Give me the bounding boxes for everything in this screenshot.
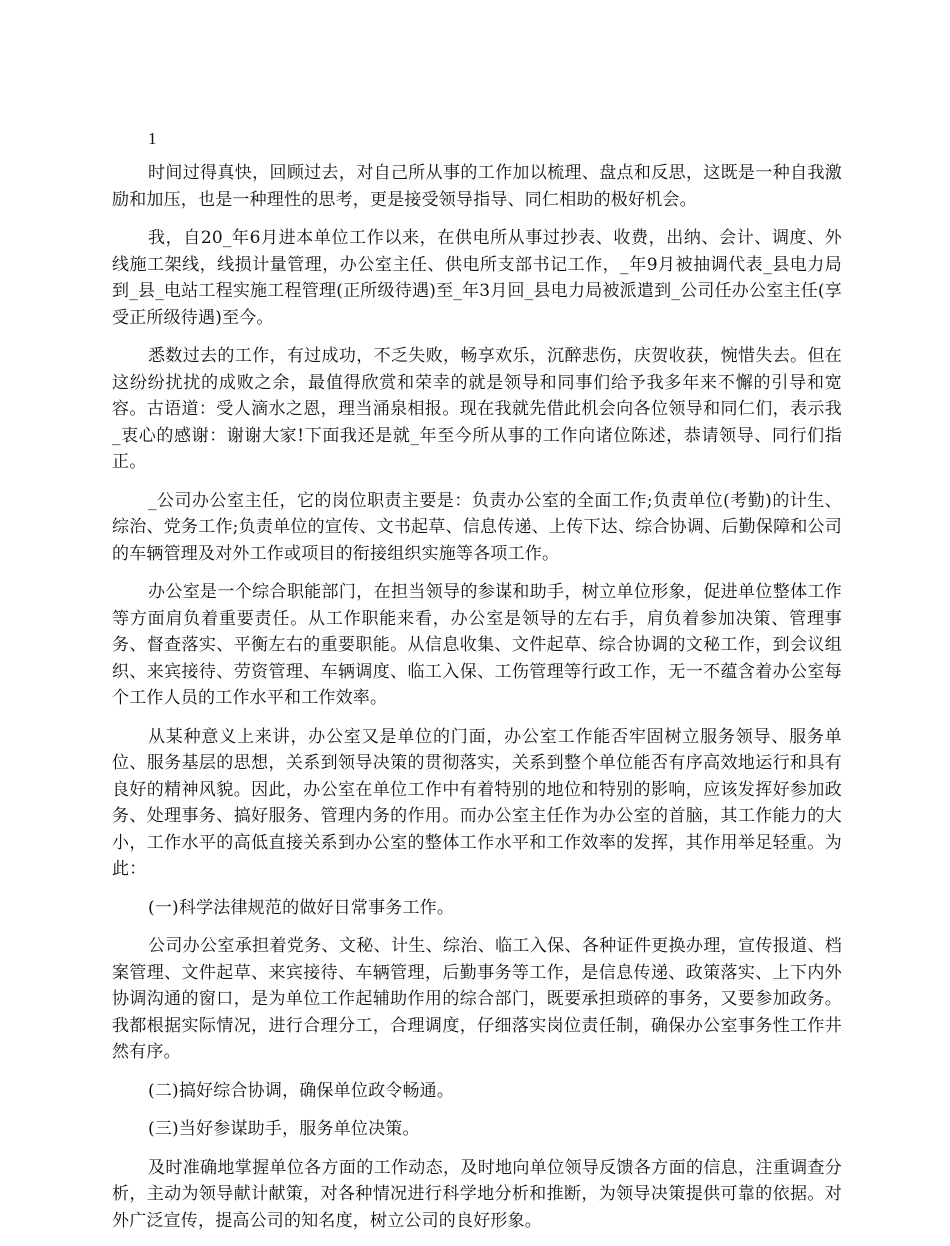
paragraph-office-importance: 从某种意义上来讲，办公室又是单位的门面，办公室工作能否牢固树立服务领导、服务单位、服务基层的思想，关系到领导决策的贯彻落实，关系到整个单位能否有序高效地运行和具有良好的精神风貌。因此，办公室在单位工作中有着特别的地位和特别的影响，应该发挥好参加政务、处理事务、搞好服务、管理内务的作用。而办公室主任作为办公室的首脑，其工作能力的大小，工作水平的高低直接关系到办公室的整体工作水平和工作效率的发挥，其作用举足轻重。为此： [112, 726, 842, 879]
section-heading-1: (一)科学法律规范的做好日常事务工作。 [148, 897, 455, 918]
section-heading-2: (二)搞好综合协调，确保单位政令畅通。 [148, 1080, 455, 1101]
paragraph-job-duties: _公司办公室主任，它的岗位职责主要是：负责办公室的全面工作;负责单位(考勤)的计生、综治、党务工作;负责单位的宣传、文书起草、信息传递、上传下达、综合协调、后勤保障和公司的车辆管理及对外工作或项目的衔接组织实施等各项工作。 [112, 490, 842, 564]
page-number: 1 [148, 129, 157, 148]
paragraph-intro: 时间过得真快，回顾过去，对自己所从事的工作加以梳理、盘点和反思，这既是一种自我激励和加压，也是一种理性的思考，更是接受领导指导、同仁相助的极好机会。 [112, 163, 842, 210]
document-page [112, 126, 842, 1246]
paragraph-daily-affairs: 公司办公室承担着党务、文秘、计生、综治、临工入保、各种证件更换办理，宣传报道、档案管理、文件起草、来宾接待、车辆管理，后勤事务等工作，是信息传递、政策落实、上下内外协调沟通的窗口，是为单位工作起辅助作用的综合部门，既要承担琐碎的事务，又要参加政务。我都根据实际情况，进行合理分工，合理调度，仔细落实岗位责任制，确保办公室事务性工作井然有序。 [112, 936, 842, 1062]
paragraph-advisory: 及时准确地掌握单位各方面的工作动态，及时地向单位领导反馈各方面的信息，注重调查分析，主动为领导献计献策，对各种情况进行科学地分析和推断，为领导决策提供可靠的依据。对外广泛宣传，提高公司的知名度，树立公司的良好形象。 [112, 1157, 842, 1231]
paragraph-work-history: 我，自20_年6月进本单位工作以来，在供电所从事过抄表、收费，出纳、会计、调度、外线施工架线，线损计量管理，办公室主任、供电所支部书记工作，_年9月被抽调代表_县电力局到_县_电站工程实施工程管理(正所级待遇)至_年3月回_县电力局被派遣到_公司任办公室主任(享受正所级待遇)至今。 [112, 228, 842, 328]
section-heading-3: (三)当好参谋助手，服务单位决策。 [148, 1119, 420, 1139]
paragraph-office-role: 办公室是一个综合职能部门，在担当领导的参谋和助手，树立单位形象，促进单位整体工作等方面肩负着重要责任。从工作职能来看，办公室是领导的左右手，肩负着参加决策、管理事务、督查落实、平衡左右的重要职能。从信息收集、文件起草、综合协调的文秘工作，到会议组织、来宾接待、劳资管理、车辆调度、临工入保、工伤管理等行政工作，无一不蕴含着办公室每个工作人员的工作水平和工作效率。 [112, 582, 842, 708]
paragraph-gratitude: 悉数过去的工作，有过成功，不乏失败，畅享欢乐，沉醉悲伤，庆贺收获，惋惜失去。但在这纷纷扰扰的成败之余，最值得欣赏和荣幸的就是领导和同事们给予我多年来不懈的引导和宽容。古语道：受人滴水之恩，理当涌泉相报。现在我就先借此机会向各位领导和同仁们，表示我_衷心的感谢：谢谢大家!下面我还是就_年至今所从事的工作向诸位陈述，恭请领导、同行们指正。 [112, 346, 842, 472]
